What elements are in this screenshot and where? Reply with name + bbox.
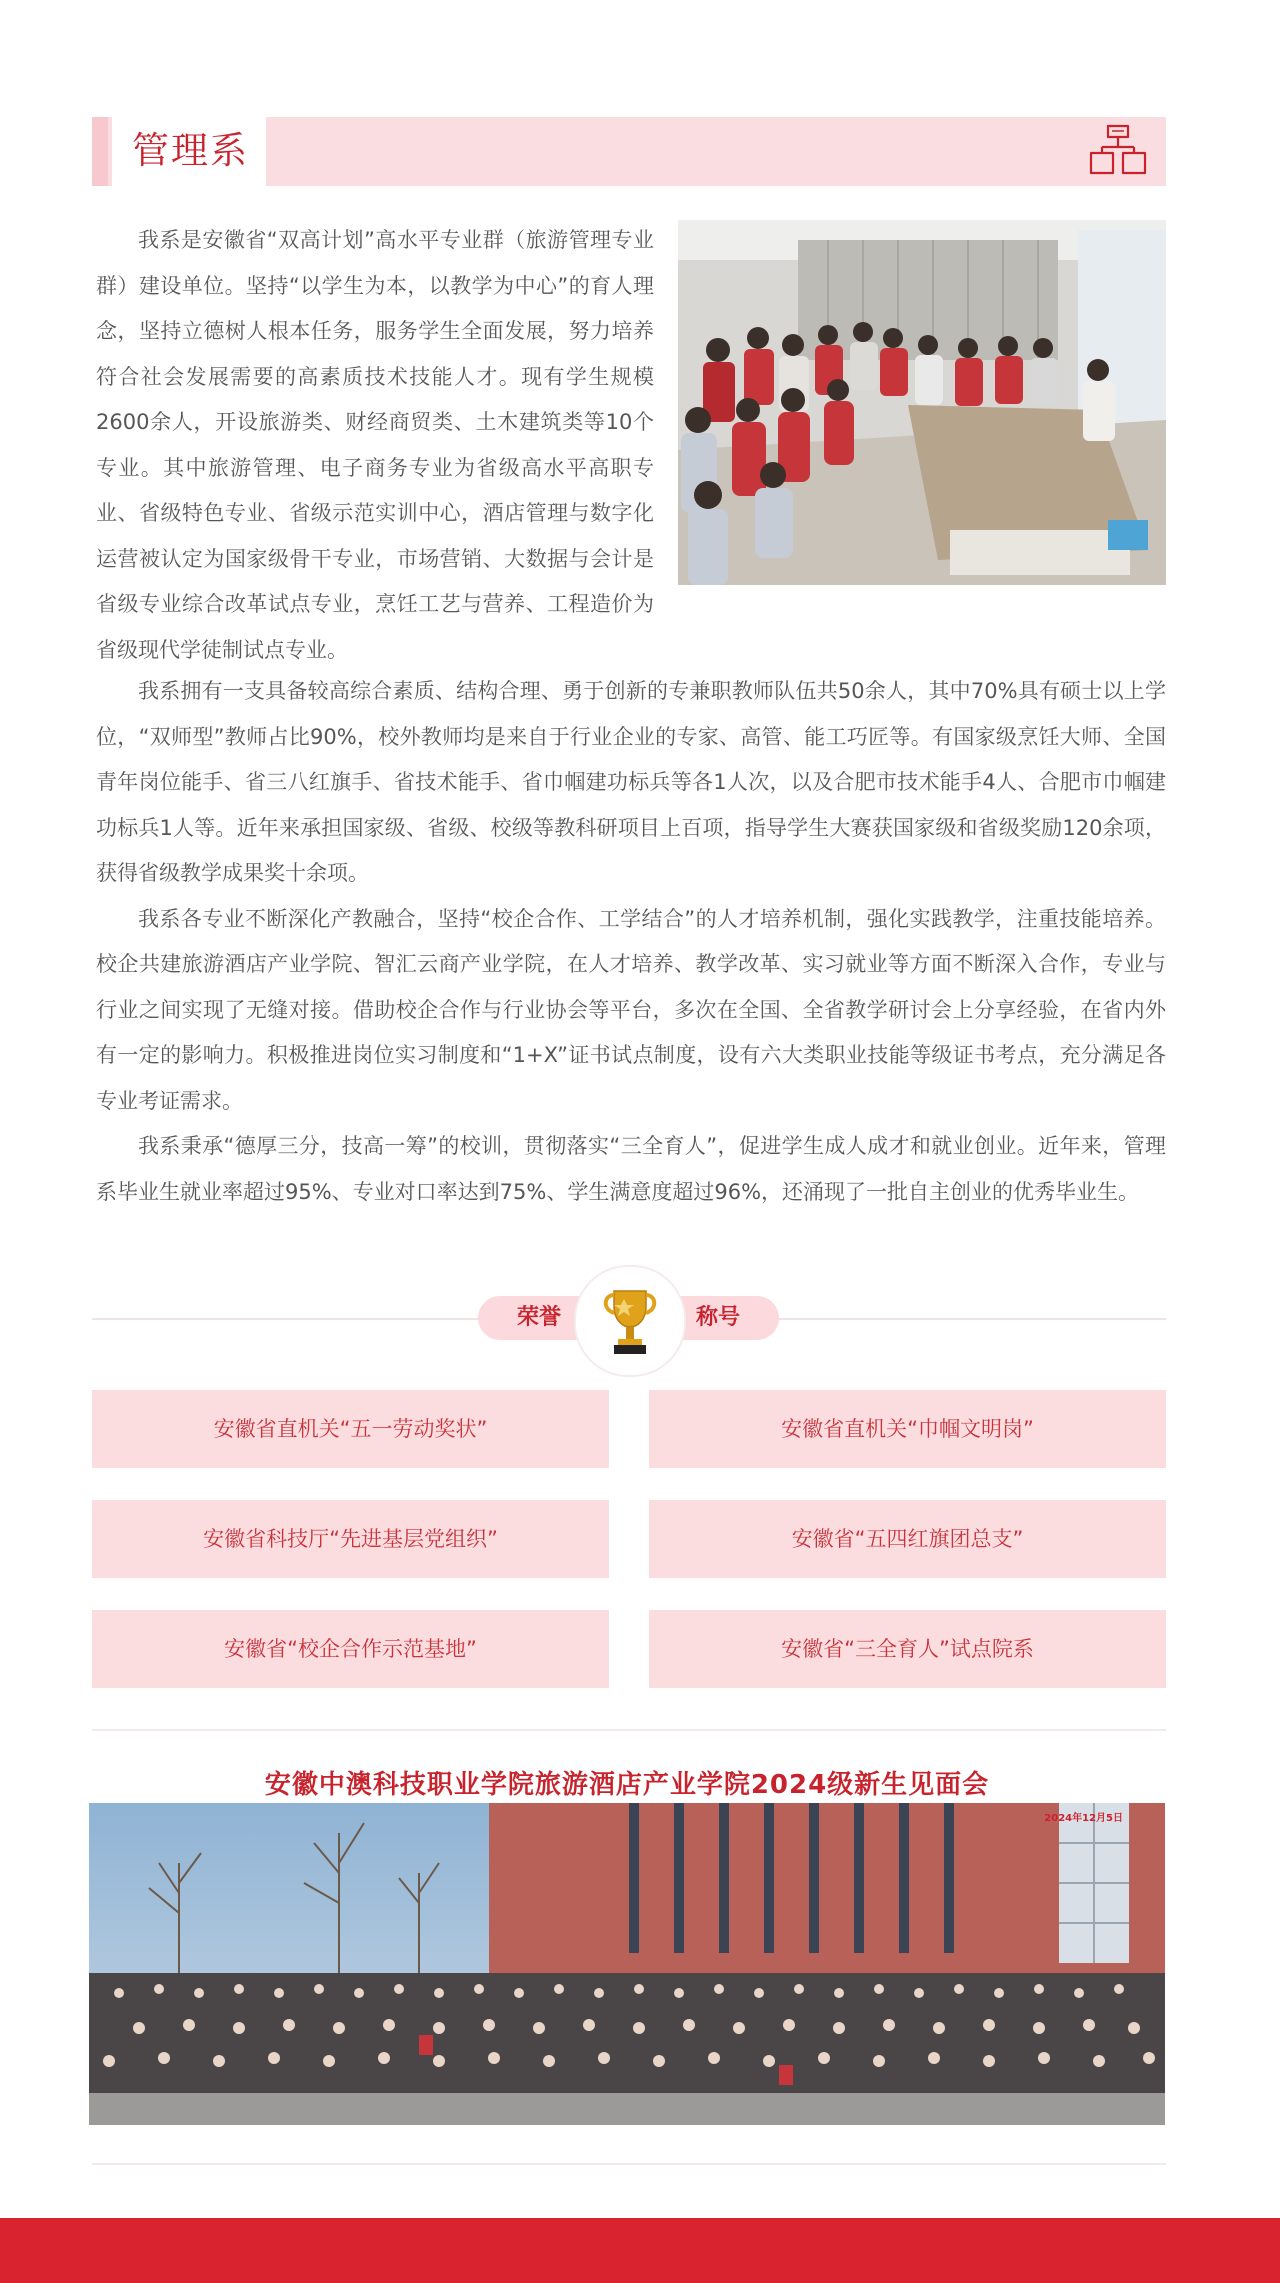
classroom-photo <box>678 220 1166 585</box>
honor-label-left: 荣誉 <box>516 1305 561 1330</box>
paragraph-1: 我系是安徽省“双高计划”高水平专业群（旅游管理专业群）建设单位。坚持“以学生为本，以教学为中心”的育人理念，坚持立德树人根本任务，服务学生全面发展，努力培养符合社会发展需要的高素质技术技能人才。现有学生规模2600余人，开设旅游类、财经商贸类、土木建筑类等10个专业。其中旅游管理、电子商务专业为省级高水平高职专业、省级特色专业、省级示范实训中心，酒店管理与数字化运营被认定为国家级骨干专业，市场营销、大数据与会计是省级专业综合改革试点专业，烹饪工艺与营养、工程造价为省级现代学徒制试点专业。 <box>96 228 654 662</box>
classroom-illustration <box>678 220 1166 585</box>
section-header <box>92 117 1166 186</box>
paragraph-2: 我系拥有一支具备较高综合素质、结构合理、勇于创新的专兼职教师队伍共50余人，其中70%具有硕士以上学位，“双师型”教师占比90%，校外教师均是来自于行业企业的专家、高管、能工巧匠等。有国家级烹饪大师、全国青年岗位能手、省三八红旗手、省技术能手、省巾帼建功标兵等各1人次，以及合肥市技术能手4人、合肥市巾帼建功标兵1人等。近年来承担国家级、省级、校级等教科研项目上百项，指导学生大赛获国家级和省级奖励120余项，获得省级教学成果奖十余项。 <box>96 679 1166 885</box>
trophy-icon <box>598 1285 662 1357</box>
divider-line-bottom <box>92 2163 1166 2165</box>
paragraph-3: 我系各专业不断深化产教融合，坚持“校企合作、工学结合”的人才培养机制，强化实践教学，注重技能培养。校企共建旅游酒店产业学院、智汇云商产业学院，在人才培养、教学改革、实习就业等方面不断深入合作，专业与行业之间实现了无缝对接。借助校企合作与行业协会等平台，多次在全国、全省教学研讨会上分享经验，在省内外有一定的影响力。积极推进岗位实习制度和“1+X”证书试点制度，设有六大类职业技能等级证书考点，充分满足各专业考证需求。 <box>96 906 1166 1113</box>
org-chart-icon <box>1088 123 1148 179</box>
honor-item: 安徽省直机关“巾帼文明岗” <box>649 1390 1166 1468</box>
honor-item: 安徽省“三全育人”试点院系 <box>649 1610 1166 1688</box>
divider-line <box>92 1729 1166 1731</box>
section-title: 管理系 <box>132 129 249 172</box>
honor-item: 安徽省直机关“五一劳动奖状” <box>92 1390 609 1468</box>
honor-item: 安徽省“五四红旗团总支” <box>649 1500 1166 1578</box>
paragraph-4: 我系秉承“德厚三分，技高一筹”的校训，贯彻落实“三全育人”，促进学生成人成才和就业创业。近年来，管理系毕业生就业率超过95%、专业对口率达到75%、学生满意度超过96%，还涌现了一批自主创业的优秀毕业生。 <box>96 1134 1166 1204</box>
intro-section <box>96 218 1166 673</box>
honor-label-right: 称号 <box>695 1305 740 1330</box>
group-photo <box>89 1803 1165 2125</box>
photo-title: 安徽中澳科技职业学院旅游酒店产业学院2024级新生见面会 <box>264 1770 990 1800</box>
footer-bar <box>0 2218 1280 2283</box>
photo-date: 2024年12月5日 <box>1044 1813 1123 1824</box>
honor-emblem <box>574 1265 686 1377</box>
header-accent-bar <box>92 117 108 186</box>
group-photo-illustration <box>89 1803 1165 2125</box>
body-section <box>96 669 1166 1215</box>
honor-item: 安徽省“校企合作示范基地” <box>92 1610 609 1688</box>
honor-item: 安徽省科技厅“先进基层党组织” <box>92 1500 609 1578</box>
